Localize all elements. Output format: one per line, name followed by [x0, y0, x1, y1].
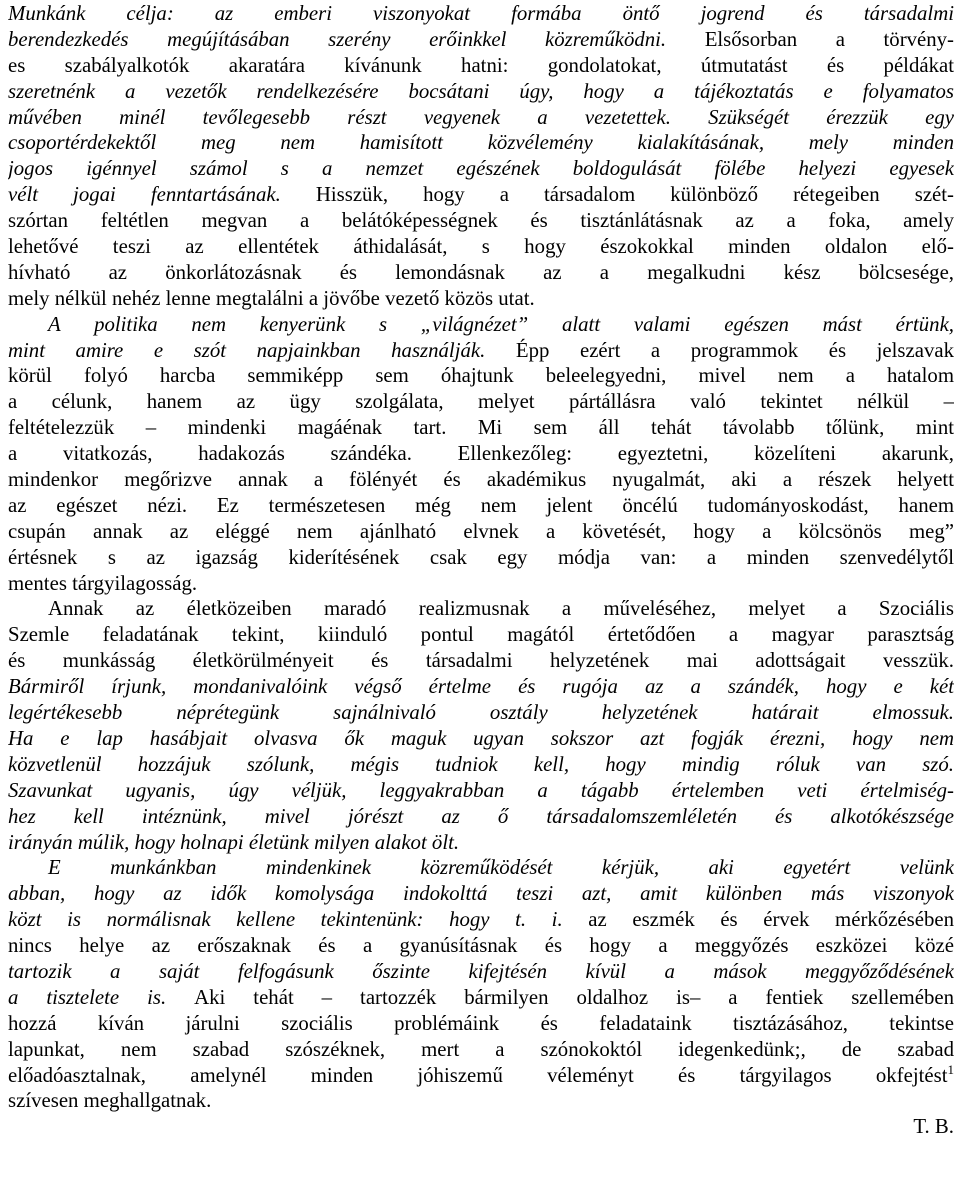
- text-segment: lapunkat, nem szabad szószéknek, mert a szónokoktól idegenkedünk;, de szabad: [8, 1037, 954, 1061]
- text-line: [8, 571, 954, 597]
- footnote-marker: 1: [947, 1062, 954, 1077]
- text-line: [8, 79, 954, 105]
- text-line: [8, 53, 954, 79]
- text-line: [8, 389, 954, 415]
- text-segment: az egészet nézi. Ez természetesen még nem jelent öncélú tudományoskodást, hanem: [8, 493, 954, 517]
- italic-text: a tisztelete is.: [8, 985, 195, 1009]
- document-body: [8, 1, 954, 1114]
- text-line: [8, 441, 954, 467]
- text-line: [8, 415, 954, 441]
- text-line: [8, 1063, 954, 1089]
- italic-text: vélt jogai fenntartásának.: [8, 183, 316, 207]
- text-line: [8, 493, 954, 519]
- italic-text: Ha e lap hasábjait olvasva ők maguk ugyan sokszor azt fogják érezni, hogy nem: [8, 726, 954, 750]
- italic-text: csoportérdekektől meg nem hamisított közvélemény kialakításának, mely minden: [8, 131, 954, 155]
- text-segment: szórtan feltétlen megvan a belátóképességnek és tisztánlátásnak az a foka, amely: [8, 209, 954, 233]
- italic-text: abban, hogy az idők komolysága indokolttá teszi azt, amit különben más viszonyok: [8, 882, 954, 906]
- text-segment: a célunk, hanem az ügy szolgálata, melyet pártállásra való tekintet nélkül –: [8, 390, 954, 414]
- text-segment: a vitatkozás, hadakozás szándéka. Ellenkezőleg: egyeztetni, közelíteni akarunk,: [8, 442, 954, 466]
- text-line: [8, 778, 954, 804]
- italic-text: művében minél tevőlegesebb részt vegyenek a vezetettek. Szükségét érezzük egy: [8, 105, 954, 129]
- text-line: [8, 467, 954, 493]
- text-segment: nincs helye az erőszaknak és a gyanúsításnak és hogy a meggyőzés eszközei közé: [8, 934, 954, 958]
- text-line: [8, 312, 954, 338]
- italic-text: irányán múlik, hogy holnapi életünk milyen alakot ölt.: [8, 830, 460, 854]
- text-segment: mely nélkül nehéz lenne megtalálni a jövőbe vezető közös utat.: [8, 286, 535, 310]
- text-line: [8, 182, 954, 208]
- text-line: [8, 156, 954, 182]
- italic-text: jogos igénnyel számol s a nemzet egészének boldogulását fölébe helyezi egyesek: [8, 157, 954, 181]
- italic-text: A politika nem kenyerünk s „világnézet” alatt valami egészen mást értünk,: [48, 312, 954, 336]
- text-segment: csupán annak az eléggé nem ajánlható elvnek a követését, hogy a kölcsönös meg”: [8, 519, 954, 543]
- text-segment: Elsősorban a törvény-: [704, 27, 954, 51]
- text-segment: értésnek s az igazság kiderítésének csak egy módja van: a minden szenvedélytől: [8, 545, 954, 569]
- text-line: [8, 363, 954, 389]
- text-segment: hívható az önkorlátozásnak és lemondásnak az a megalkudni kész bölcsesége,: [8, 260, 954, 284]
- text-line: [8, 1011, 954, 1037]
- text-line: [8, 596, 954, 622]
- text-line: [8, 260, 954, 286]
- text-line: [8, 830, 954, 856]
- text-segment: Aki tehát – tartozzék bármilyen oldalhoz is– a fentiek szellemében: [194, 985, 954, 1009]
- paragraph: [8, 312, 954, 597]
- italic-text: Munkánk célja: az emberi viszonyokat formába öntő jogrend és társadalmi: [8, 2, 954, 25]
- signature: [8, 1114, 954, 1140]
- text-segment: előadóasztalnak, amelynél minden jóhiszemű véleményt és tárgyilagos okfejtést: [8, 1063, 948, 1087]
- text-segment: Annak az életközeiben maradó realizmusnak a műveléséhez, melyet a Szociális: [48, 597, 954, 621]
- text-segment: hozzá kíván járulni szociális problémáink és feladataink tisztázásához, tekintse: [8, 1011, 954, 1035]
- italic-text: közvetlenül hozzájuk szólunk, mégis tudniok kell, hogy mindig róluk van szó.: [8, 752, 954, 776]
- text-line: [8, 338, 954, 364]
- text-line: [8, 855, 954, 881]
- text-segment: az eszmék és érvek mérkőzésében: [588, 908, 954, 932]
- paragraph: [8, 855, 954, 1114]
- text-segment: körül folyó harcba semmiképp sem óhajtunk beleelegyedni, mivel nem a hatalom: [8, 364, 954, 388]
- text-line: [8, 27, 954, 53]
- text-line: [8, 959, 954, 985]
- text-line: [8, 1037, 954, 1063]
- text-line: [8, 674, 954, 700]
- text-segment: lehetővé teszi az ellentétek áthidalását, s hogy észokokkal minden oldalon elő-: [8, 235, 954, 259]
- text-segment: Szemle feladatának tekint, kiinduló pontul magától értetődően a magyar parasztság: [8, 623, 954, 647]
- text-segment: mindenkor megőrizve annak a fölényét és akadémikus nyugalmát, aki a részek helyett: [8, 468, 954, 492]
- text-line: [8, 726, 954, 752]
- text-line: [8, 1088, 954, 1114]
- text-line: [8, 881, 954, 907]
- text-line: [8, 933, 954, 959]
- text-line: [8, 700, 954, 726]
- italic-text: mint amire e szót napjainkban használják.: [8, 338, 516, 362]
- italic-text: szeretnénk a vezetők rendelkezésére bocsátani úgy, hogy a tájékoztatás e folyamatos: [8, 79, 954, 103]
- italic-text: Bármiről írjunk, mondanivalóink végső értelme és rugója az a szándék, hogy e két: [8, 675, 954, 699]
- text-segment: feltételezzük – mindenki magáénak tart. Mi sem áll tehát távolabb tőlünk, mint: [8, 416, 954, 440]
- text-segment: Hisszük, hogy a társadalom különböző rétegeiben szét-: [315, 183, 954, 207]
- text-segment: es szabályalkotók akaratára kívánunk hatni: gondolatokat, útmutatást és példákat: [8, 53, 954, 77]
- signature-text: T. B.: [913, 1115, 954, 1139]
- text-line: [8, 985, 954, 1011]
- text-segment: mentes tárgyilagosság.: [8, 571, 198, 595]
- text-line: [8, 234, 954, 260]
- italic-text: Szavunkat ugyanis, úgy véljük, leggyakrabban a tágabb értelemben veti értelmiség-: [8, 778, 954, 802]
- italic-text: tartozik a saját felfogásunk őszinte kifejtésén kívül a mások meggyőződésének: [8, 959, 954, 983]
- text-line: [8, 286, 954, 312]
- italic-text: legértékesebb néprétegünk sajnálnivaló osztály helyzetének határait elmossuk.: [8, 701, 954, 725]
- italic-text: berendezkedés megújításában szerény erőinkkel közreműködni.: [8, 27, 705, 51]
- paragraph: [8, 1, 954, 312]
- text-line: [8, 804, 954, 830]
- text-line: [8, 105, 954, 131]
- text-segment: szívesen meghallgatnak.: [8, 1089, 212, 1113]
- text-line: [8, 545, 954, 571]
- text-line: [8, 519, 954, 545]
- text-line: [8, 752, 954, 778]
- italic-text: E munkánkban mindenkinek közreműködését kérjük, aki egyetért velünk: [48, 856, 954, 880]
- italic-text: közt is normálisnak kellene tekintenünk: hogy t. i.: [8, 908, 589, 932]
- text-line: [8, 622, 954, 648]
- text-line: [8, 130, 954, 156]
- text-line: [8, 1, 954, 27]
- text-segment: Épp ezért a programmok és jelszavak: [515, 338, 954, 362]
- italic-text: hez kell intéznünk, mivel jórészt az ő társadalomszemléletén és alkotókészsége: [8, 804, 954, 828]
- text-line: [8, 907, 954, 933]
- document-page: [0, 1, 960, 1178]
- text-line: [8, 208, 954, 234]
- text-segment: és munkásság életkörülményeit és társadalmi helyzetének mai adottságait vesszük.: [8, 649, 954, 673]
- text-line: [8, 648, 954, 674]
- paragraph: [8, 596, 954, 855]
